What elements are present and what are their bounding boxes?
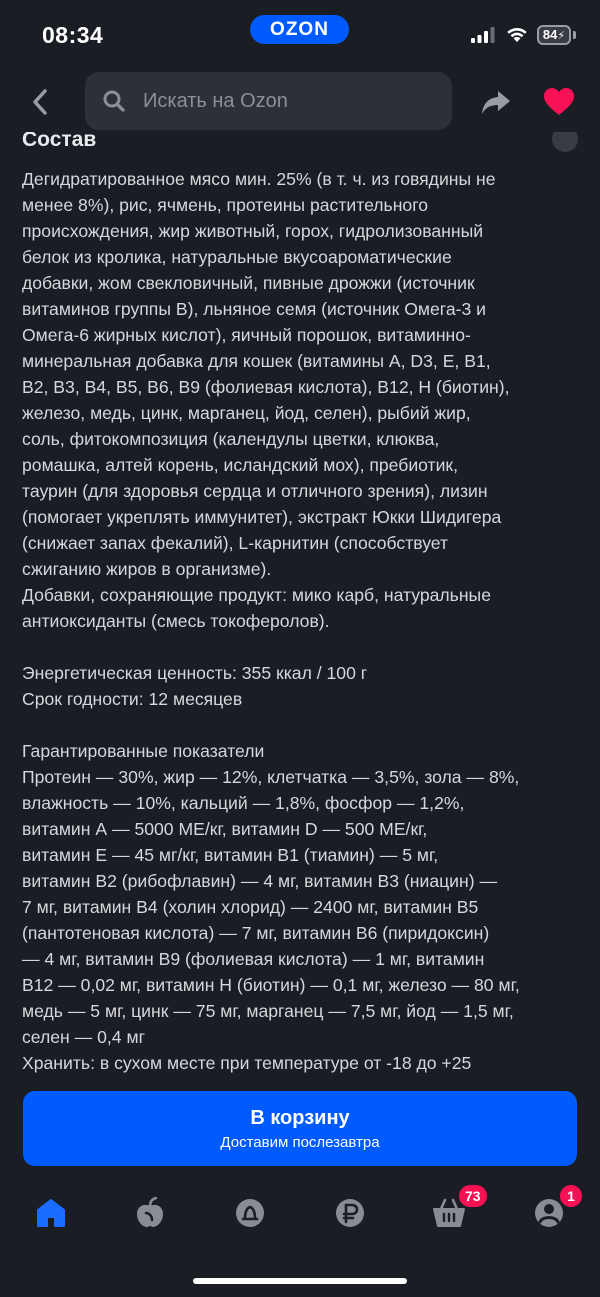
product-description[interactable] xyxy=(0,132,600,1082)
text-line: (помогает укреплять иммунитет), экстракт Юкки Шидигера xyxy=(22,507,502,527)
cart-count-badge: 73 xyxy=(459,1185,487,1207)
delivery-info: Доставим послезавтра xyxy=(220,1134,380,1151)
text-line: 7 мг, витамин В4 (холин хлорид) — 2400 мг, витамин В5 xyxy=(22,897,479,917)
fresh-apple-icon[interactable] xyxy=(133,1196,167,1230)
search-input[interactable] xyxy=(143,90,423,113)
add-to-cart-button[interactable] xyxy=(23,1091,577,1166)
status-time: 08:34 xyxy=(42,22,104,48)
text-line: Гарантированные показатели xyxy=(22,741,265,761)
profile-notification-badge: 1 xyxy=(560,1185,582,1207)
text-line: селен — 0,4 мг xyxy=(22,1027,145,1047)
text-line: (снижает запах фекалий), L-карнитин (способствует xyxy=(22,533,449,553)
text-line: ромашка, алтей корень, исландский мох), пребиотик, xyxy=(22,455,459,475)
text-line: (пантотеновая кислота) — 7 мг, витамин В6 (пиридоксин) xyxy=(22,923,490,943)
energy-text xyxy=(22,660,367,712)
battery-level: 84 xyxy=(542,27,558,42)
text-line: соль, фитокомпозиция (календулы цветки, клюква, xyxy=(22,429,440,449)
back-button[interactable] xyxy=(24,86,56,118)
text-line: В2, В3, В4, В5, В6, В9 (фолиевая кислота), В12, Н (биотин), xyxy=(22,377,510,397)
text-line: железо, медь, цинк, марганец, йод, селен), рыбий жир, xyxy=(22,403,471,423)
text-line: Добавки, сохраняющие продукт: мико карб, натуральные xyxy=(22,585,491,605)
status-bar xyxy=(0,0,600,70)
text-line: минеральная добавка для кошек (витамины А, D3, Е, В1, xyxy=(22,351,491,371)
text-line: происхождения, жир животный, горох, гидролизованный xyxy=(22,221,484,241)
composition-text xyxy=(22,166,510,634)
text-line: Дегидратированное мясо мин. 25% (в т. ч. из говядины не xyxy=(22,169,496,189)
text-line: влажность — 10%, кальций — 1,8%, фосфор — 1,2%, xyxy=(22,793,465,813)
battery-tip xyxy=(573,31,576,39)
home-icon[interactable] xyxy=(34,1196,68,1230)
share-arrow-icon[interactable] xyxy=(480,86,512,118)
text-line: витамин В2 (рибофлавин) — 4 мг, витамин В3 (ниацин) — xyxy=(22,871,498,891)
section-title: Состав xyxy=(22,132,97,151)
chevron-left-icon xyxy=(31,89,49,115)
text-line: добавки, жом свекловичный, пивные дрожжи (источник xyxy=(22,273,475,293)
top-navigation xyxy=(0,72,600,132)
text-line: антиоксиданты (смесь токоферолов). xyxy=(22,611,330,631)
home-indicator[interactable] xyxy=(193,1278,407,1284)
bottom-tab-bar xyxy=(0,1180,600,1250)
text-line: витамин Е — 45 мг/кг, витамин В1 (тиамин) — 5 мг, xyxy=(22,845,439,865)
brand-icon[interactable] xyxy=(233,1196,267,1230)
wifi-icon xyxy=(505,24,529,44)
text-line: белок из кролика, натуральные вкусоароматические xyxy=(22,247,452,267)
text-line: Протеин — 30%, жир — 12%, клетчатка — 3,5%, зола — 8%, xyxy=(22,767,520,787)
text-line: таурин (для здоровья сердца и отличного зрения), лизин xyxy=(22,481,488,501)
text-line: — 4 мг, витамин В9 (фолиевая кислота) — 1 мг, витамин xyxy=(22,949,485,969)
search-icon xyxy=(103,90,125,112)
search-box[interactable] xyxy=(85,72,452,130)
cellular-signal-icon xyxy=(471,27,495,43)
text-line: медь — 5 мг, цинк — 75 мг, марганец — 7,5 мг, йод — 1,5 мг, xyxy=(22,1001,514,1021)
guarantee-text xyxy=(22,738,520,1076)
text-line: витаминов группы В), льняное семя (источник Омега-3 и xyxy=(22,299,486,319)
text-line: менее 8%), рис, ячмень, протеины растительного xyxy=(22,195,429,215)
text-line: Энергетическая ценность: 355 ккал / 100 г xyxy=(22,663,368,683)
battery-indicator: 84⚡ xyxy=(537,25,571,45)
collapse-icon[interactable] xyxy=(552,132,578,152)
heart-icon[interactable] xyxy=(543,87,575,117)
text-line: В12 — 0,02 мг, витамин Н (биотин) — 0,1 мг, железо — 80 мг, xyxy=(22,975,520,995)
cart-button-label: В корзину xyxy=(250,1107,350,1129)
text-line: сжиганию жиров в организме). xyxy=(22,559,272,579)
text-line: Срок годности: 12 месяцев xyxy=(22,689,243,709)
ozon-logo[interactable]: OZON xyxy=(250,15,349,44)
text-line: Омега-6 жирных кислот), яичный порошок, витаминно- xyxy=(22,325,471,345)
text-line: витамин А — 5000 МЕ/кг, витамин D — 500 МЕ/кг, xyxy=(22,819,428,839)
ruble-finance-icon[interactable] xyxy=(333,1196,367,1230)
text-line: Хранить: в сухом месте при температуре от -18 до +25 xyxy=(22,1053,472,1073)
